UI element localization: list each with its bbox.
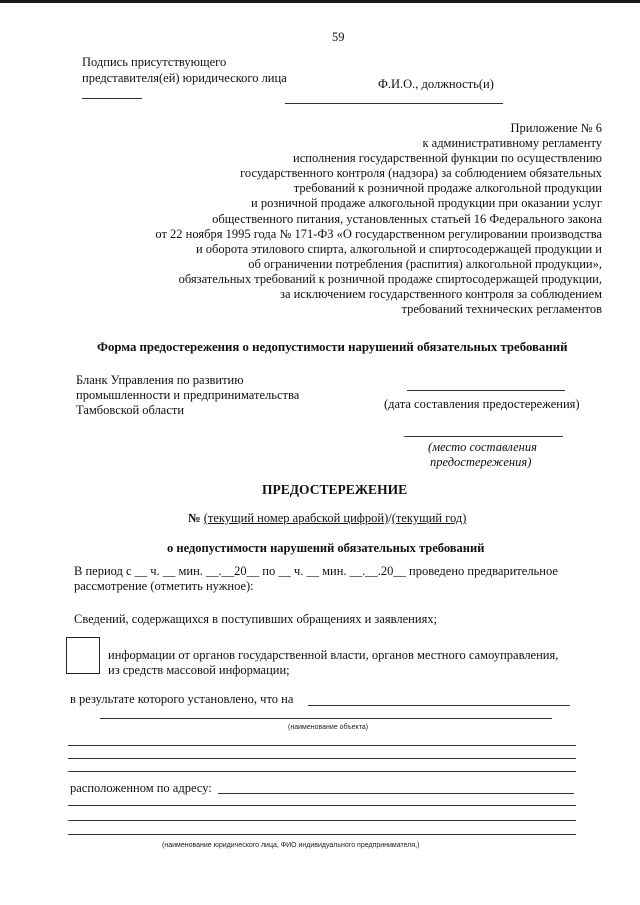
address-line-4[interactable]	[68, 834, 576, 835]
place-label-line2: предостережения)	[430, 455, 532, 469]
result-label: в результате которого установлено, что на	[70, 692, 294, 706]
source-option-1: Сведений, содержащихся в поступивших обращениях и заявлениях;	[74, 612, 438, 626]
place-label-line1: (место составления	[428, 440, 537, 454]
entity-caption: (наименование юридического лица, ФИО индивидуального предпринимателя,)	[162, 842, 420, 849]
fio-line	[285, 103, 503, 104]
appendix-block	[155, 121, 602, 317]
blank-line-c[interactable]	[68, 771, 576, 772]
appendix-line: об ограничении потребления (распития) алкогольной продукции»,	[248, 256, 602, 271]
source-checkbox[interactable]	[66, 637, 100, 674]
blank-line3: Тамбовской области	[76, 403, 185, 417]
period-line2: рассмотрение (отметить нужное):	[74, 579, 254, 593]
warning-number	[188, 511, 466, 526]
appendix-line: от 22 ноября 1995 года № 171-ФЗ «О государственном регулировании производства	[155, 226, 602, 241]
appendix-line: и розничной продаже алкогольной продукции при оказании услуг	[251, 196, 602, 211]
address-label: расположенном по адресу:	[70, 781, 212, 795]
appendix-line: обязательных требований к розничной продаже спиртосодержащей продукции,	[178, 271, 602, 286]
blank-line1: Бланк Управления по развитию	[76, 373, 244, 387]
source-option-2-line2: из средств массовой информации;	[108, 663, 290, 677]
address-line-1[interactable]	[218, 793, 574, 794]
signature-label-line2: представителя(ей) юридического лица	[82, 71, 287, 85]
appendix-line: требований технических регламентов	[401, 302, 602, 317]
address-line-3[interactable]	[68, 820, 576, 821]
warning-title: ПРЕДОСТЕРЕЖЕНИЕ	[262, 482, 408, 497]
number-year: (текущий год)	[391, 511, 467, 525]
blank-line-a[interactable]	[68, 745, 576, 746]
number-current: (текущий номер арабской цифрой)	[203, 511, 389, 525]
number-sign: №	[188, 511, 201, 525]
fio-label: Ф.И.О., должность(и)	[378, 77, 494, 91]
appendix-line: к административному регламенту	[422, 136, 602, 151]
address-line-2[interactable]	[68, 805, 576, 806]
period-line1: В период с __ ч. __ мин. __.__20__ по __ ч. __ мин. __.__.20__ проведено предварительное	[74, 564, 558, 578]
appendix-line: исполнения государственной функции по осуществлению	[293, 151, 602, 166]
object-line-2[interactable]	[100, 718, 552, 719]
object-caption: (наименование объекта)	[288, 724, 369, 731]
appendix-line: требований к розничной продаже алкогольной продукции	[293, 181, 602, 196]
page-number: 59	[332, 30, 345, 44]
appendix-line: государственного контроля (надзора) за соблюдением обязательных	[240, 166, 602, 181]
scan-top-border	[0, 0, 640, 3]
source-option-2-line1: информации от органов государственной власти, органов местного самоуправления,	[108, 648, 559, 662]
date-line	[407, 390, 565, 391]
signature-label-line1: Подпись присутствующего	[82, 55, 227, 69]
warning-subtitle: о недопустимости нарушений обязательных требований	[167, 541, 485, 555]
appendix-line: за исключением государственного контроля за соблюдением	[280, 287, 602, 302]
number-separator: /	[388, 511, 392, 525]
place-line	[404, 436, 563, 437]
object-line-1[interactable]	[308, 705, 570, 706]
blank-line-b[interactable]	[68, 758, 576, 759]
signature-line	[82, 98, 142, 99]
appendix-line: общественного питания, установленных статьей 16 Федерального закона	[212, 211, 602, 226]
blank-line2: промышленности и предпринимательства	[76, 388, 300, 402]
appendix-line: и оборота этилового спирта, алкогольной и спиртосодержащей продукции и	[195, 241, 602, 256]
form-title: Форма предостережения о недопустимости нарушений обязательных требований	[97, 340, 568, 354]
date-label: (дата составления предостережения)	[384, 397, 580, 411]
appendix-line: Приложение № 6	[510, 121, 602, 135]
